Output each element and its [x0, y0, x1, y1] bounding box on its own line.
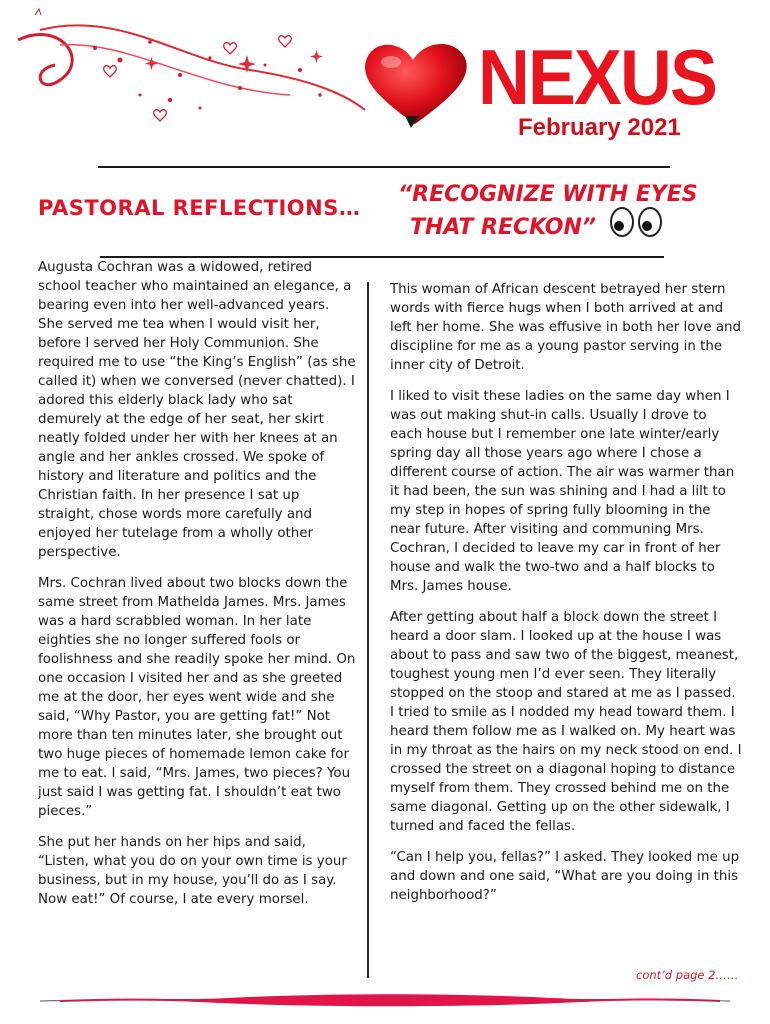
eyes-icon — [606, 206, 666, 238]
footer-swash — [0, 986, 770, 1016]
sparkle-swirl-icon — [0, 0, 380, 150]
paragraph: After getting about half a block down the street I heard a door slam. I looked up at the house I was about to pass and saw two of the biggest, meanest, toughest young men I’d ever seen. They literally stopped on the stoop and stared at me as I passed. I tried to smile as I nodded my head toward them. I heard them follow me as I walked on. My heart was in my throat as the hairs on my neck stood on end. I crossed the street on a diagonal hoping to distance myself from them. They crossed behind me on the same diagonal. Getting up on the other sidewalk, I turned and faced the fellas. — [390, 610, 742, 834]
article-heading-line1: “RECOGNIZE WITH EYES — [398, 182, 698, 207]
header-divider — [98, 166, 670, 168]
paragraph: “Can I help you, fellas?” I asked. They looked me up and down and one said, “What are you doing in this neighborhood?” — [390, 850, 740, 903]
paragraph: She put her hands on her hips and said, “Listen, what you do on your own time is your business, but in my house, you’ll do as I say. Now eat!” Of course, I ate every morsel. — [38, 835, 347, 907]
column-divider — [367, 282, 369, 978]
masthead-title: NEXUS — [478, 33, 717, 121]
paragraph: Augusta Cochran was a widowed, retired school teacher who maintained an elegance, a bearing even into her well-advanced years. She served me tea when I would visit her, before I served her Holy Communion. She required me to use “the King’s English” (as she called it) when we conversed (never chatted). I adored this elderly black lady who sat demurely at the edge of her seat, her skirt neatly folded under her with her knees at an angle and her ankles crossed. We spoke of history and literature and politics and the Christian faith. In her presence I sat up straight, chose words more carefully and enjoyed her tutelage from a wholly other perspective. — [38, 260, 356, 560]
masthead-date: February 2021 — [518, 114, 681, 141]
article-heading-line2: THAT RECKON” — [410, 215, 597, 240]
paragraph: I liked to visit these ladies on the same day when I was out making shut-in calls. Usually I drove to each house but I remember one late winter/early spring day all those years ago where I chose a different course of action. The air was warmer than it had been, the sun was shining and I had a lilt to my step in hopes of spring fully blooming in the near future. After visiting and communing Mrs. Cochran, I decided to leave my car in front of her house and walk the two-two and a half blocks to Mrs. James house. — [390, 389, 735, 594]
continued-note: cont’d page 2…… — [636, 968, 739, 982]
left-column — [38, 258, 356, 921]
paragraph: This woman of African descent betrayed her stern words with fierce hugs when I both arrived at and left her home. She was effusive in both her love and discipline for me as a young pastor serving in the inner city of Detroit. — [390, 282, 742, 373]
right-column — [390, 280, 742, 917]
heart-icon — [355, 36, 475, 132]
paragraph: Mrs. Cochran lived about two blocks down the same street from Mathelda James. Mrs. James was a hard scrabbled woman. In her late eighties she no longer suffered fools or foolishness and she readily spoke her mind. On one occasion I visited her and as she greeted me at the door, her eyes went wide and she said, “Why Pastor, you are getting fat!” Not more than ten minutes later, she brought out two huge pieces of homemade lemon cake for me to eat. I said, “Mrs. James, two pieces? You just said I was getting fat. I shouldn’t eat two pieces.” — [38, 576, 356, 819]
section-title: PASTORAL REFLECTIONS… — [38, 196, 361, 220]
